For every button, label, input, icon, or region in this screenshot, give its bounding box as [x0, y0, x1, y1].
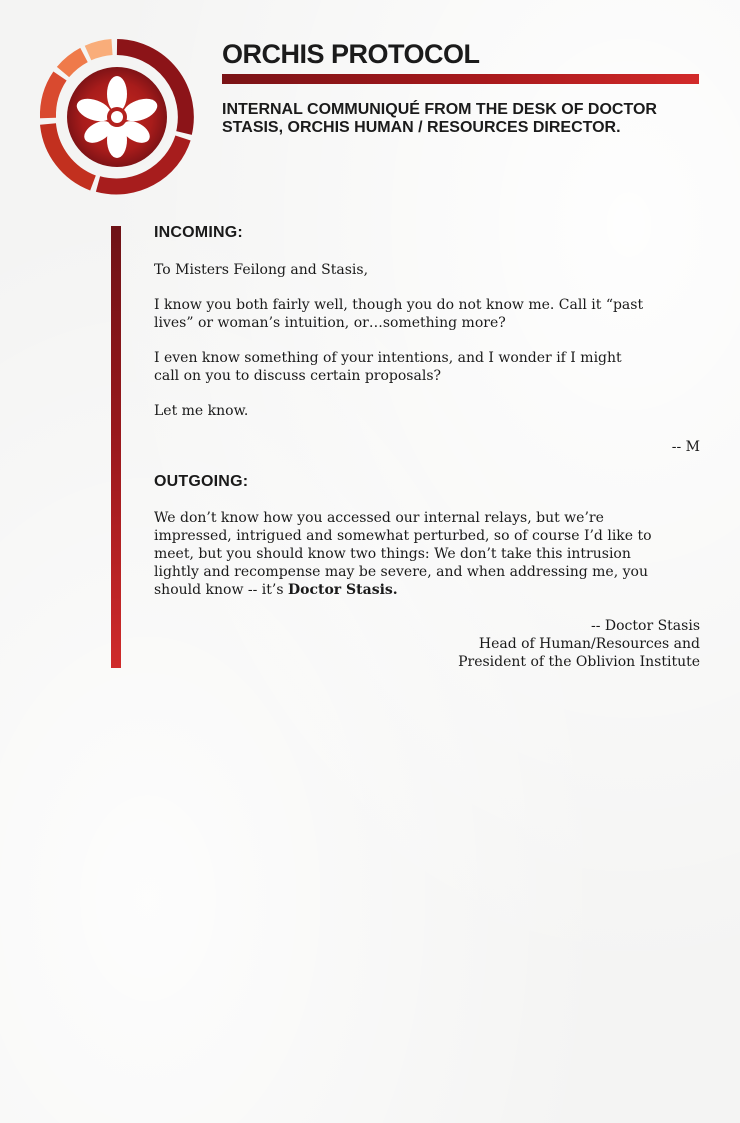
doctor-stasis-emphasis: Doctor Stasis.	[288, 582, 398, 598]
subtitle-line: INTERNAL COMMUNIQUÉ FROM THE DESK OF DOCTOR	[222, 101, 657, 118]
text-line: impressed, intrigued and somewhat perturbed, so of course I’d like to	[154, 528, 652, 544]
incoming-heading: INCOMING:	[154, 224, 243, 241]
text-line: call on you to discuss certain proposals?	[154, 368, 442, 384]
text-line: should know -- it’s	[154, 582, 288, 598]
text-line: We don’t know how you accessed our internal relays, but we’re	[154, 510, 604, 526]
signature-line: President of the Oblivion Institute	[458, 654, 700, 670]
outgoing-message	[154, 471, 700, 671]
incoming-message	[154, 222, 700, 456]
subtitle-line: STASIS, ORCHIS HUMAN / RESOURCES DIRECTOR.	[222, 119, 621, 136]
title-underline-bar	[222, 74, 699, 84]
incoming-paragraph	[154, 296, 700, 332]
outgoing-heading: OUTGOING:	[154, 473, 249, 490]
page-title: ORCHIS PROTOCOL	[222, 39, 480, 69]
message-thread	[154, 222, 700, 671]
text-line: lightly and recompense may be severe, and when addressing me, you	[154, 564, 648, 580]
text-line: I even know something of your intentions, and I wonder if I might	[154, 350, 622, 366]
incoming-signature: -- M	[671, 439, 700, 455]
text-line: lives” or woman’s intuition, or…something more?	[154, 315, 506, 331]
text-line: I know you both fairly well, though you do not know me. Call it “past	[154, 297, 644, 313]
page-subtitle	[222, 101, 712, 137]
orchis-logo	[38, 38, 196, 196]
incoming-paragraph: Let me know.	[154, 403, 249, 419]
signature-line: Head of Human/Resources and	[478, 636, 700, 652]
text-line: meet, but you should know two things: We don’t take this intrusion	[154, 546, 631, 562]
outgoing-signature	[154, 617, 700, 671]
outgoing-paragraph	[154, 509, 700, 599]
incoming-paragraph	[154, 349, 700, 385]
incoming-salutation: To Misters Feilong and Stasis,	[154, 262, 369, 278]
section-accent-bar	[111, 226, 121, 668]
signature-line: -- Doctor Stasis	[590, 618, 700, 634]
